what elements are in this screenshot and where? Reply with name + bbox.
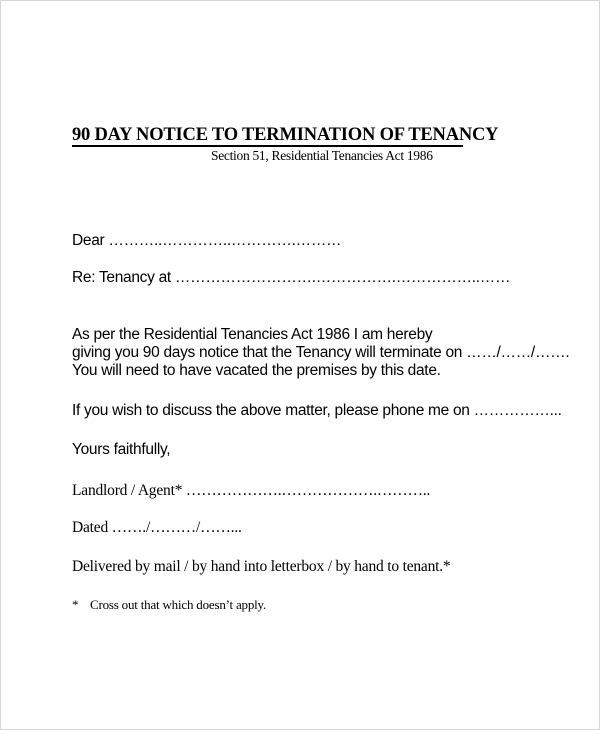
footnote-marker: * xyxy=(72,597,79,612)
salutation-line: Dear ………..…………..………….……… xyxy=(72,232,342,249)
footnote-text: Cross out that which doesn’t apply. xyxy=(90,597,267,612)
notice-line-2: giving you 90 days notice that the Tenancy will terminate on ……/……/……. xyxy=(72,344,570,361)
document-subtitle: Section 51, Residential Tenancies Act 1986 xyxy=(211,148,433,163)
phone-line: If you wish to discuss the above matter, please phone me on ……………... xyxy=(72,402,562,419)
notice-paragraph xyxy=(72,326,569,380)
delivery-method-line: Delivered by mail / by hand into letterbox / by hand to tenant.* xyxy=(72,558,451,575)
closing-line: Yours faithfully, xyxy=(72,441,171,458)
document-title: 90 DAY NOTICE TO TERMINATION OF TENANCY xyxy=(72,125,499,145)
title-underline xyxy=(72,145,463,147)
re-tenancy-line: Re: Tenancy at ……………………….…………….……………..…… xyxy=(72,269,511,286)
notice-line-3: You will need to have vacated the premises by this date. xyxy=(72,362,441,379)
landlord-agent-line: Landlord / Agent* ……………….……………….……….. xyxy=(72,482,431,499)
dated-line: Dated ……./………/……... xyxy=(72,519,242,536)
notice-line-1: As per the Residential Tenancies Act 1986 I am hereby xyxy=(72,326,433,343)
